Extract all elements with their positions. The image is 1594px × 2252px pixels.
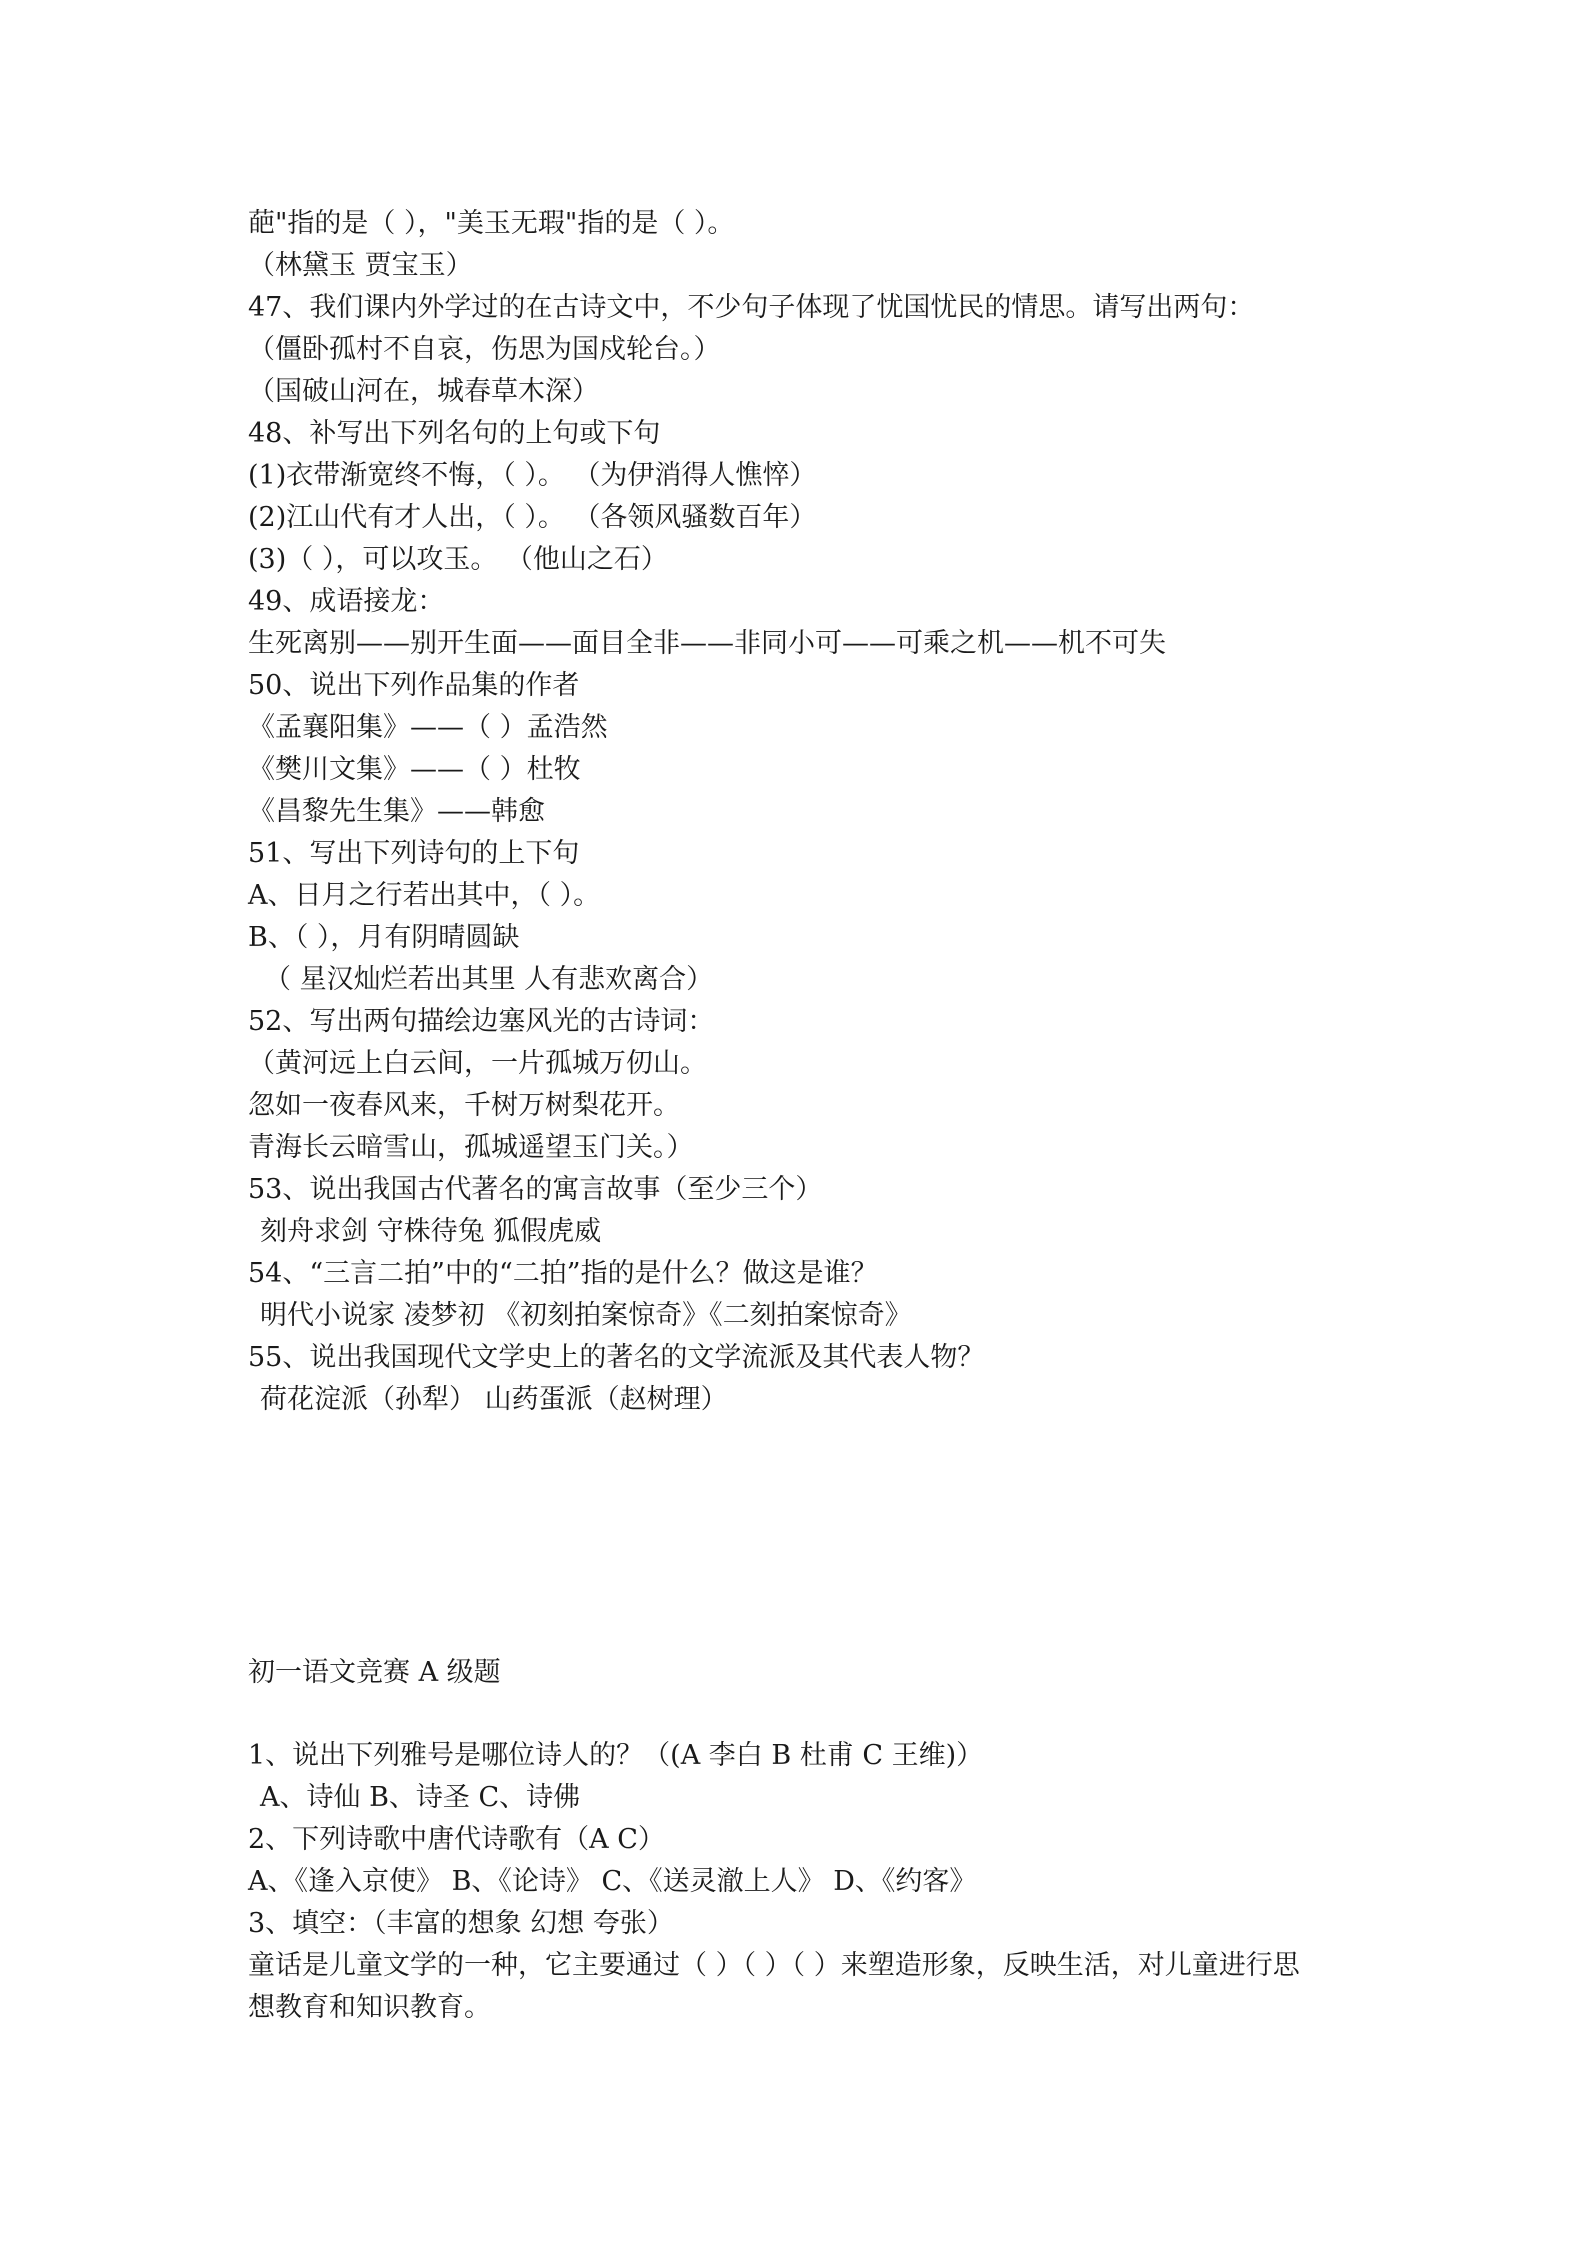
answer-line: (1)衣带渐宽终不悔，（ ）。 （为伊消得人憔悴） (248, 460, 817, 491)
question-47: 47、我们课内外学过的在古诗文中，不少句子体现了忧国忧民的情思。请写出两句： (248, 292, 1255, 323)
answer-line: 《昌黎先生集》——韩愈 (248, 796, 545, 827)
answer-line: (2)江山代有才人出，（ ）。 （各领风骚数百年） (248, 502, 817, 533)
question-53: 53、说出我国古代著名的寓言故事（至少三个） (248, 1174, 823, 1205)
answer-line: 《孟襄阳集》——（ ）孟浩然 (248, 712, 608, 743)
text-line: 童话是儿童文学的一种，它主要通过（ ）（ ）（ ）来塑造形象，反映生活，对儿童进行思 (248, 1950, 1300, 1981)
question-51: 51、写出下列诗句的上下句 (248, 838, 580, 869)
answer-line: （僵卧孤村不自哀，伤思为国戍轮台。） (248, 334, 721, 365)
answer-section-top (248, 203, 1408, 1421)
answer-line: A、《逢入京使》 B、《论诗》 C、《送灵澈上人》 D、《约客》 (248, 1866, 977, 1897)
question-2: 2、下列诗歌中唐代诗歌有（A C） (248, 1824, 665, 1855)
answer-section-bottom (248, 1735, 1408, 2029)
answer-line: 青海长云暗雪山，孤城遥望玉门关。） (248, 1132, 694, 1163)
answer-line: B、（ ），月有阴晴圆缺 (248, 922, 520, 953)
answer-line: （黄河远上白云间，一片孤城万仞山。 (248, 1048, 707, 1079)
question-55: 55、说出我国现代文学史上的著名的文学流派及其代表人物？ (248, 1342, 985, 1373)
answer-line: 《樊川文集》——（ ）杜牧 (248, 754, 581, 785)
text-line: 葩"指的是（ ），"美玉无瑕"指的是（ ）。 (248, 208, 735, 239)
answer-line: A、诗仙 B、诗圣 C、诗佛 (260, 1782, 581, 1813)
answer-line: （林黛玉 贾宝玉） (248, 250, 473, 281)
answer-line: 荷花淀派（孙犁） 山药蛋派（赵树理） (260, 1384, 728, 1415)
section-title-block (248, 1652, 1408, 1694)
answer-line: （国破山河在，城春草木深） (248, 376, 599, 407)
question-54: 54、“三言二拍”中的“二拍”指的是什么？做这是谁？ (248, 1258, 878, 1289)
answer-line: 刻舟求剑 守株待兔 狐假虎威 (260, 1216, 602, 1247)
question-1: 1、说出下列雅号是哪位诗人的？（(A 李白 B 杜甫 C 王维)） (248, 1740, 984, 1771)
question-50: 50、说出下列作品集的作者 (248, 670, 580, 701)
answer-line: 生死离别——别开生面——面目全非——非同小可——可乘之机——机不可失 (248, 628, 1166, 659)
section-title: 初一语文竞赛 A 级题 (248, 1657, 501, 1688)
answer-line: （ 星汉灿烂若出其里 人有悲欢离合） (264, 964, 714, 995)
question-3: 3、填空：（丰富的想象 幻想 夸张） (248, 1908, 674, 1939)
answer-line: 明代小说家 凌梦初 《初刻拍案惊奇》《二刻拍案惊奇》 (260, 1300, 912, 1331)
answer-line: A、日月之行若出其中，（ ）。 (248, 880, 601, 911)
question-48: 48、补写出下列名句的上句或下句 (248, 418, 661, 449)
text-line: 想教育和知识教育。 (248, 1992, 491, 2023)
question-49: 49、成语接龙： (248, 586, 445, 617)
answer-line: (3)（ ），可以攻玉。 （他山之石） (248, 544, 668, 575)
answer-line: 忽如一夜春风来，千树万树梨花开。 (248, 1090, 680, 1121)
question-52: 52、写出两句描绘边塞风光的古诗词： (248, 1006, 715, 1037)
